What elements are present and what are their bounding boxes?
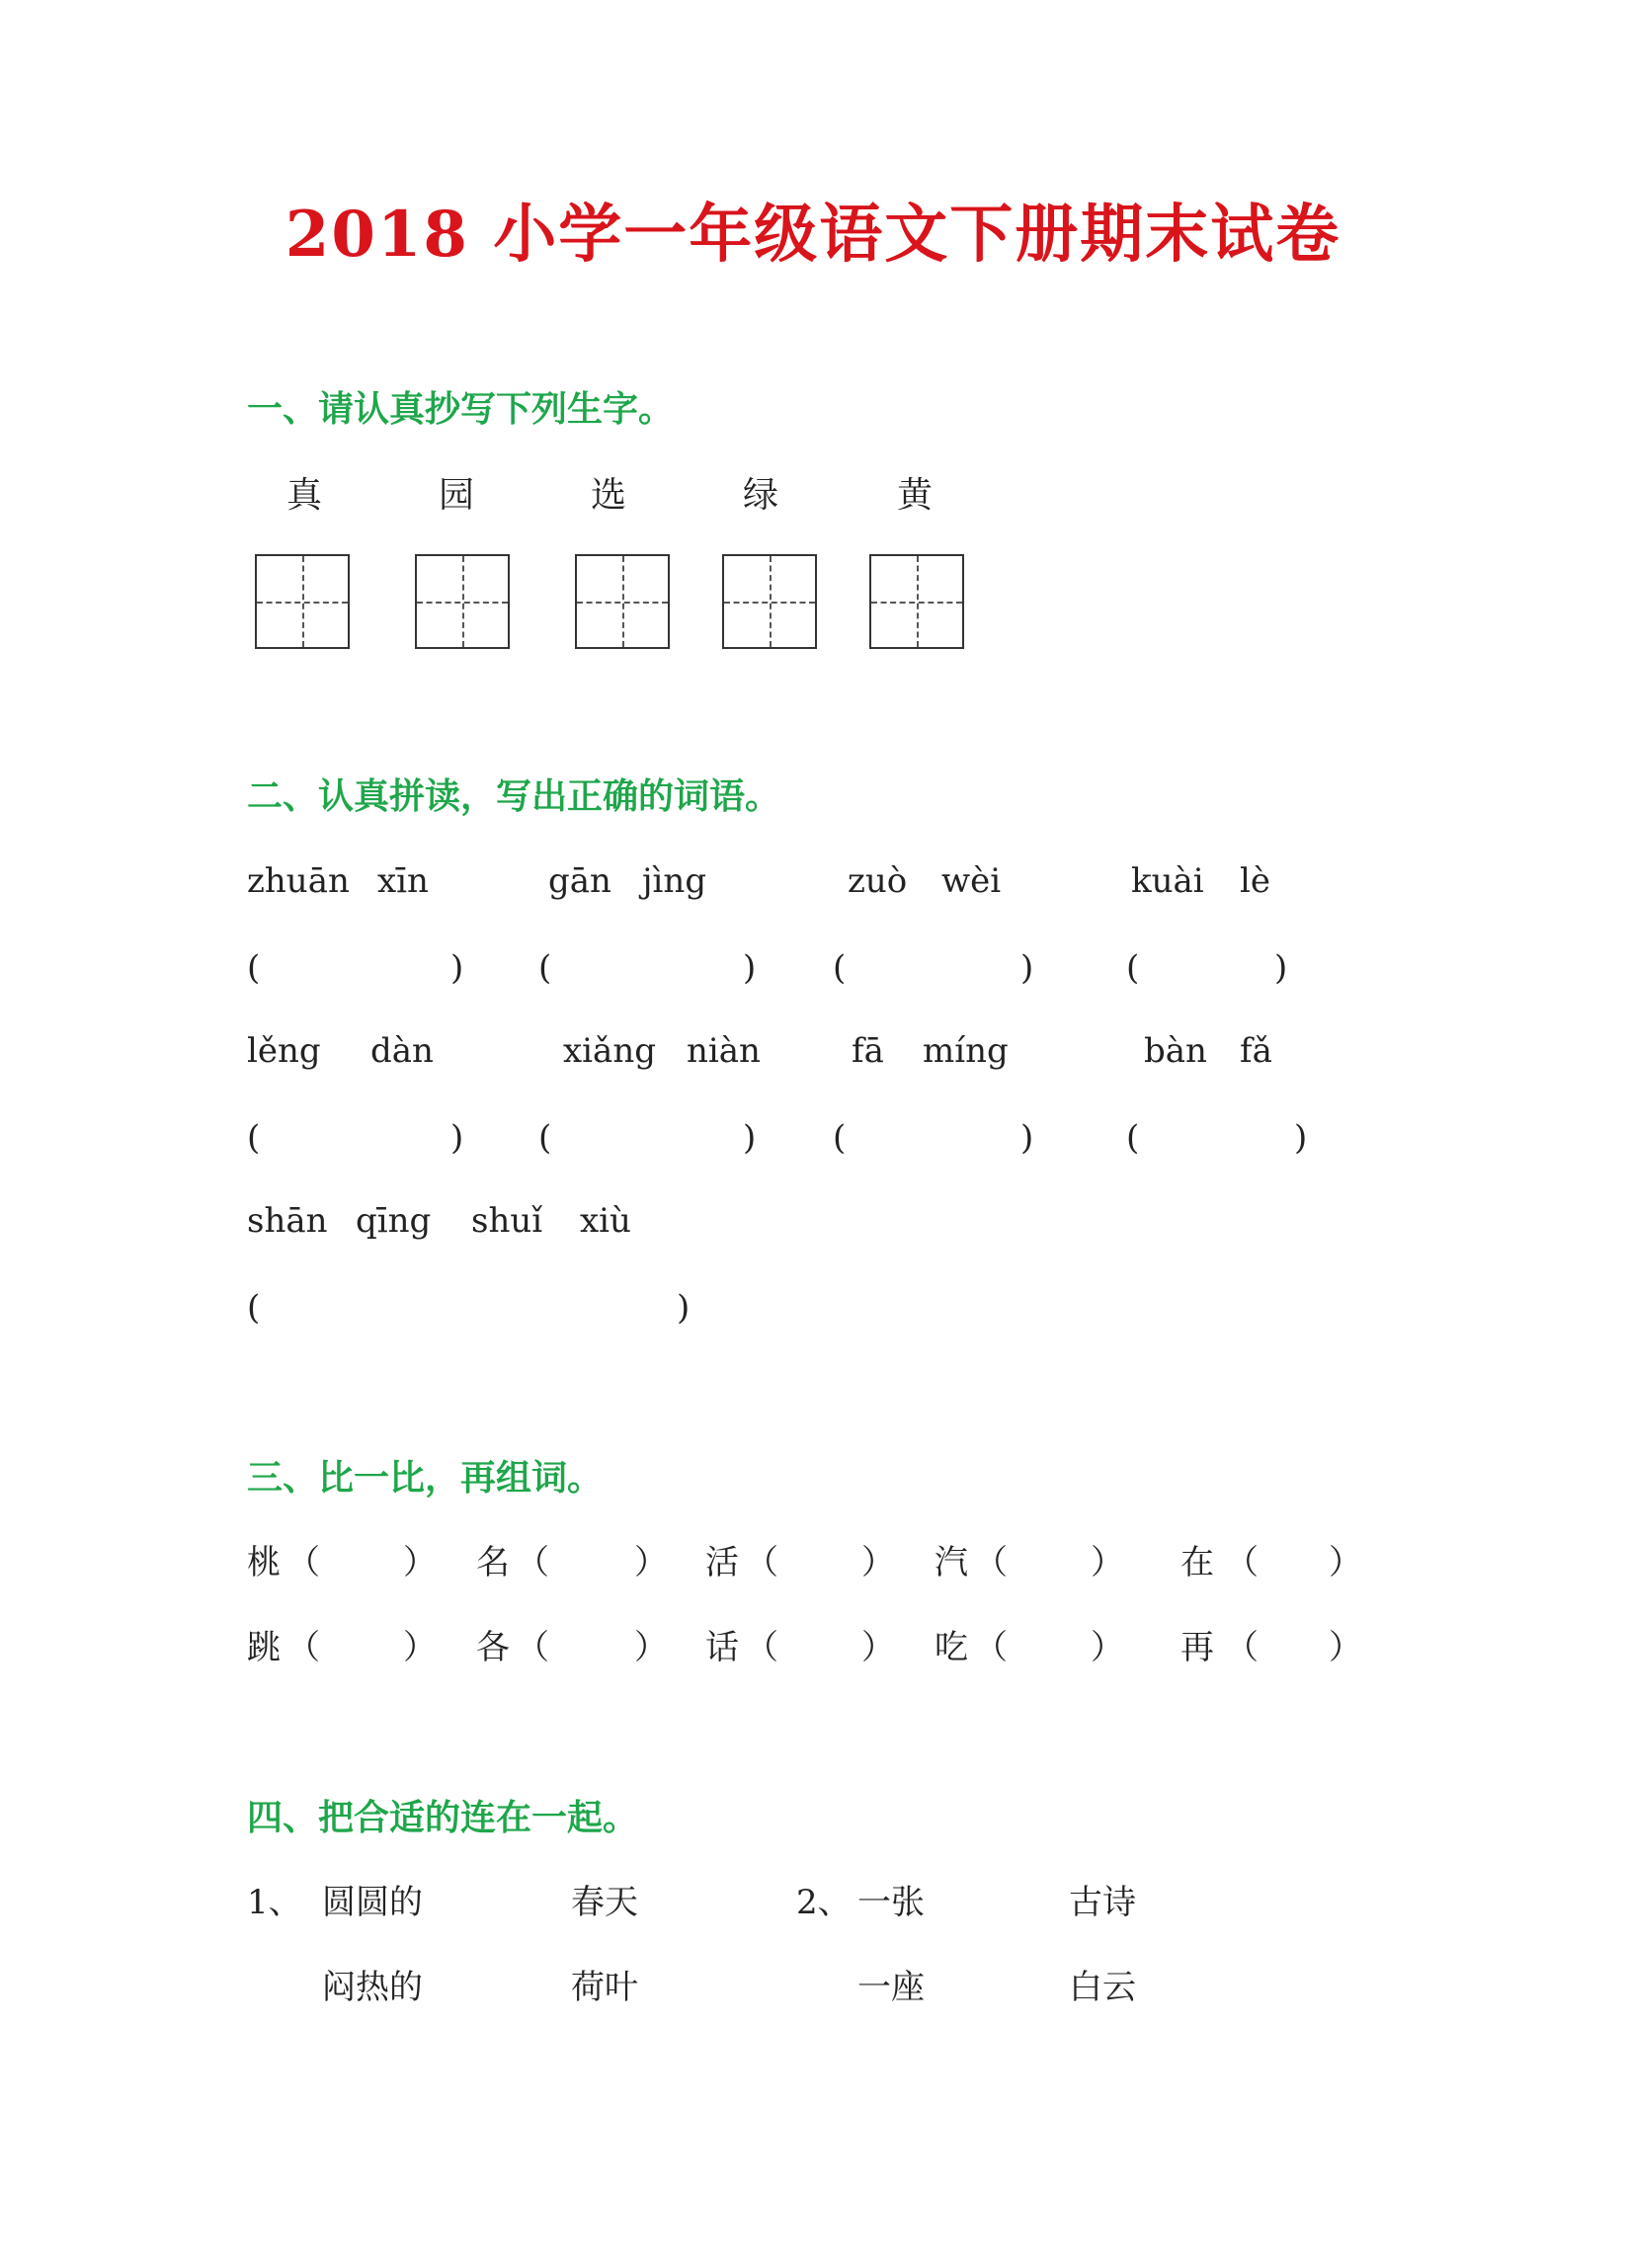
copy-char-3: 选 [590,475,626,516]
group-close-paren: ） [1091,1543,1124,1582]
compare-char: 汽 [935,1543,968,1582]
pinyin-syllable: jìng [642,861,707,901]
pinyin-syllable: xiù [580,1201,631,1241]
answer-close-paren: ) [1294,1118,1308,1158]
pinyin-syllable: qīng [356,1201,432,1241]
writing-grid-box-4[interactable] [722,554,817,649]
answer-close-paren: ) [450,948,464,988]
copy-char-4: 绿 [742,475,778,516]
pinyin-syllable: niàn [687,1031,761,1071]
answer-close-paren: ) [1020,1118,1034,1158]
page-title: 2018 小学一年级语文下册期末试卷 [285,198,1341,272]
copy-char-1: 真 [285,475,322,516]
copy-char-2: 园 [438,475,474,516]
match-left-item[interactable]: 一座 [857,1968,925,2007]
pinyin-syllable: zhuān [247,861,350,901]
answer-close-paren: ) [450,1118,464,1158]
section-4-heading: 四、把合适的连在一起。 [247,1797,639,1838]
group-open-paren: （ [1225,1628,1259,1667]
compare-char: 吃 [935,1628,968,1667]
writing-grid-box-1[interactable] [255,554,350,649]
match-right-item[interactable]: 荷叶 [571,1968,638,2007]
pinyin-syllable: xiǎng [563,1031,656,1071]
group-open-paren: （ [1225,1543,1259,1582]
copy-char-5: 黄 [896,475,933,516]
section-2-heading: 二、认真拼读，写出正确的词语。 [247,775,781,817]
answer-open-paren: ( [247,948,261,988]
match-right-item[interactable]: 春天 [571,1883,638,1922]
compare-char: 再 [1180,1628,1214,1667]
pinyin-syllable: wèi [941,861,1002,901]
writing-grid-box-2[interactable] [415,554,510,649]
compare-char: 活 [705,1543,739,1582]
group-close-paren: ） [1091,1628,1124,1667]
group-close-paren: ） [403,1543,437,1582]
answer-open-paren: ( [833,1118,847,1158]
match-right-item[interactable]: 白云 [1069,1968,1136,2007]
answer-close-paren: ) [677,1288,691,1328]
match-left-item[interactable]: 闷热的 [322,1968,423,2007]
writing-grid-box-3[interactable] [575,554,670,649]
pinyin-syllable: kuài [1131,861,1204,901]
group-open-paren: （ [516,1543,549,1582]
answer-close-paren: ) [743,1118,757,1158]
pinyin-syllable: shuǐ [471,1201,543,1241]
section-3-heading: 三、比一比，再组词。 [247,1457,604,1498]
group-close-paren: ） [634,1628,668,1667]
writing-grid-box-5[interactable] [869,554,964,649]
group-close-paren: ） [861,1628,895,1667]
answer-open-paren: ( [247,1118,261,1158]
compare-char: 桃 [247,1543,281,1582]
pinyin-syllable: zuò [848,861,908,901]
match-right-item[interactable]: 古诗 [1069,1883,1136,1922]
pinyin-syllable: míng [923,1031,1009,1071]
compare-char: 在 [1180,1543,1214,1582]
pinyin-syllable: xīn [377,861,429,901]
pinyin-syllable: lè [1240,861,1270,901]
match-left-item[interactable]: 一张 [857,1883,925,1922]
question-2-label: 2、 [796,1883,852,1922]
pinyin-syllable: shān [247,1201,328,1241]
group-open-paren: （ [974,1628,1008,1667]
compare-char: 话 [705,1628,739,1667]
group-close-paren: ） [403,1628,437,1667]
group-close-paren: ） [634,1543,668,1582]
answer-open-paren: ( [1126,1118,1140,1158]
answer-close-paren: ) [1020,948,1034,988]
question-1-label: 1、 [247,1883,302,1922]
group-close-paren: ） [1329,1543,1362,1582]
pinyin-syllable: dàn [370,1031,434,1071]
answer-open-paren: ( [1126,948,1140,988]
compare-char: 各 [476,1628,510,1667]
group-open-paren: （ [745,1543,778,1582]
pinyin-syllable: gān [548,861,611,901]
answer-open-paren: ( [247,1288,261,1328]
compare-char: 名 [476,1543,510,1582]
group-open-paren: （ [974,1543,1008,1582]
group-open-paren: （ [516,1628,549,1667]
compare-char: 跳 [247,1628,281,1667]
pinyin-syllable: lěng [247,1031,321,1071]
answer-close-paren: ) [1274,948,1288,988]
group-open-paren: （ [286,1628,320,1667]
group-open-paren: （ [286,1543,320,1582]
answer-open-paren: ( [538,948,552,988]
group-close-paren: ） [861,1543,895,1582]
answer-close-paren: ) [743,948,757,988]
section-1-heading: 一、请认真抄写下列生字。 [247,388,675,430]
pinyin-syllable: fǎ [1240,1031,1272,1071]
group-open-paren: （ [745,1628,778,1667]
group-close-paren: ） [1329,1628,1362,1667]
pinyin-syllable: bàn [1144,1031,1207,1071]
pinyin-syllable: fā [852,1031,884,1071]
match-left-item[interactable]: 圆圆的 [322,1883,423,1922]
answer-open-paren: ( [833,948,847,988]
answer-open-paren: ( [538,1118,552,1158]
